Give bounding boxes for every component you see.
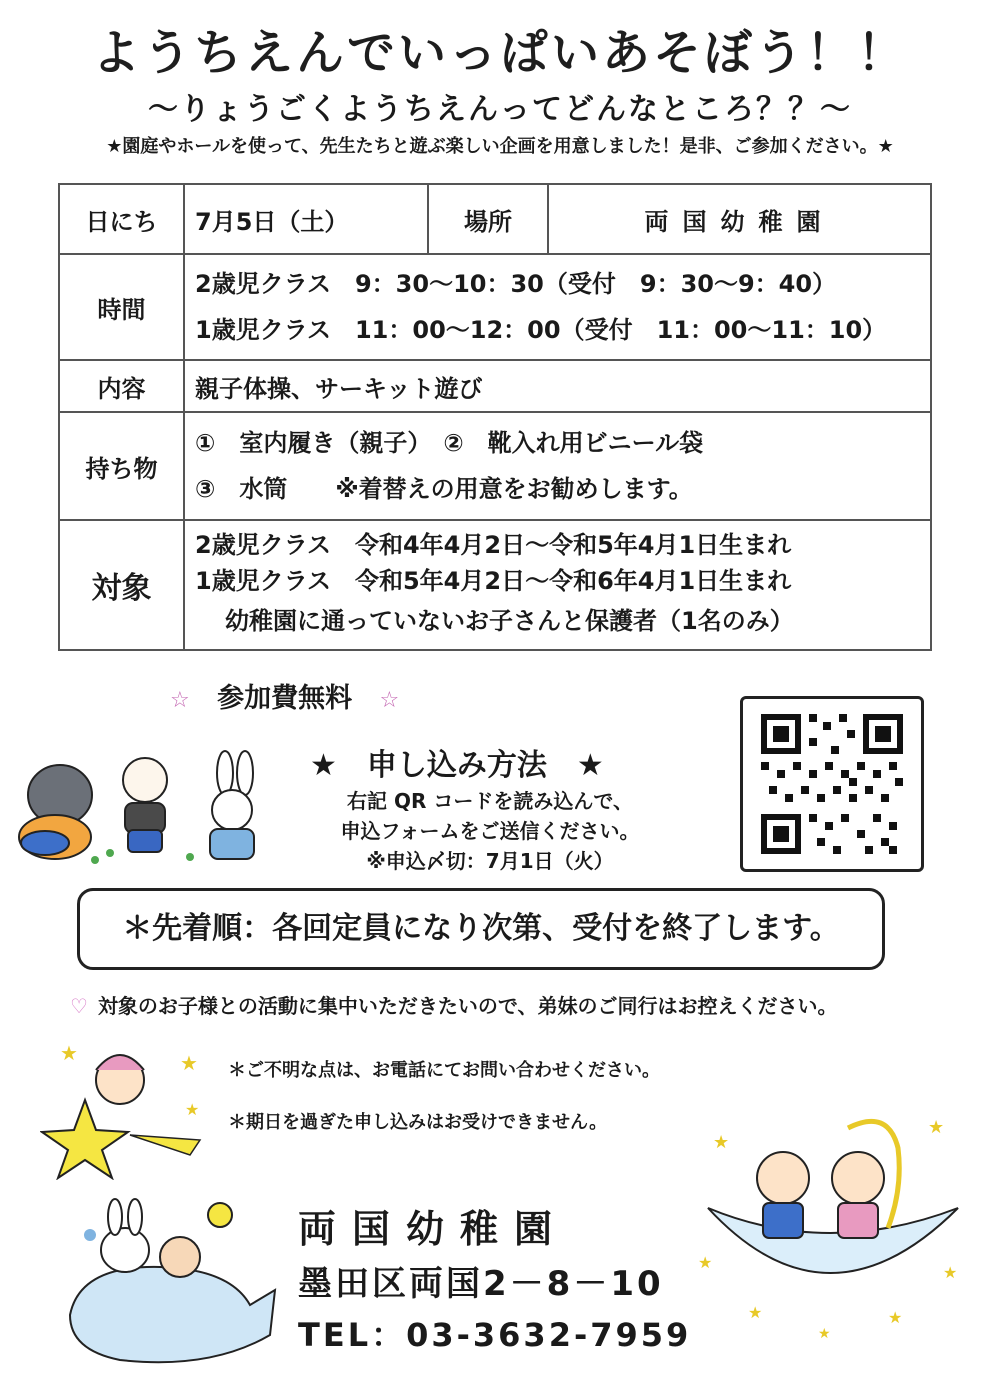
target-label: 対象 [59, 520, 184, 650]
svg-text:★: ★ [698, 1253, 713, 1272]
row-date [59, 184, 931, 254]
svg-text:★: ★ [943, 1263, 958, 1282]
school-name: 両国幼稚園 [298, 1207, 569, 1251]
svg-text:★: ★ [888, 1308, 903, 1327]
sibling-note [70, 990, 838, 1019]
apply-line-1: 右記 QR コードを読み込んで、 [347, 789, 633, 813]
whale-illustration [60, 1195, 280, 1375]
svg-text:★: ★ [818, 1326, 831, 1342]
items-line-2: ③ 水筒 ※着替えの用意をお勧めします。 [195, 475, 693, 503]
qr-code-icon [743, 699, 921, 869]
animals-illustration [10, 725, 290, 875]
apply-line-2: 申込フォームをご送信ください。 [340, 819, 640, 843]
svg-text:★: ★ [60, 1041, 78, 1065]
target-line-1yo: 1歳児クラス 令和5年4月2日～令和6年4月1日生まれ [195, 567, 792, 595]
apply-deadline: ※申込〆切：7月1日（火） [366, 849, 614, 873]
school-address: 墨田区両国2－8－10 [298, 1264, 664, 1304]
apply-title: ★ 申し込み方法 ★ [310, 748, 604, 783]
qr-code[interactable] [740, 696, 924, 872]
items-label: 持ち物 [59, 412, 184, 520]
pink-star-icon: ☆ [170, 688, 190, 713]
notice-box: ＊先着順：各回定員になり次第、受付を終了します。 [77, 888, 885, 970]
time-label: 時間 [59, 254, 184, 360]
svg-text:★: ★ [185, 1100, 200, 1119]
place-value: 両国幼稚園 [548, 184, 931, 254]
content-value: 親子体操、サーキット遊び [184, 360, 931, 412]
time-value [184, 254, 931, 360]
intro-text: ★園庭やホールを使って、先生たちと遊ぶ楽しい企画を用意しました！是非、ご参加ください。★ [106, 136, 894, 157]
info-table [58, 183, 932, 651]
pink-star-icon: ☆ [379, 688, 400, 713]
time-line-2yo: 2歳児クラス 9：30～10：30（受付 9：30～9：40） [195, 270, 837, 298]
items-line-1: ① 室内履き（親子） ② 靴入れ用ビニール袋 [195, 429, 704, 457]
svg-text:★: ★ [748, 1303, 763, 1322]
page-subtitle: ～りょうごくようちえんってどんなところ？？～ [148, 92, 852, 127]
svg-text:★: ★ [180, 1051, 198, 1075]
star-child-illustration [40, 1040, 210, 1180]
items-value [184, 412, 931, 520]
fee-text [170, 676, 399, 715]
target-line-2yo: 2歳児クラス 令和4年4月2日～令和5年4月1日生まれ [195, 531, 792, 559]
date-label: 日にち [59, 184, 184, 254]
school-tel[interactable]: TEL：03-3632-7959 [298, 1316, 692, 1354]
svg-text:★: ★ [713, 1132, 730, 1153]
apply-text [300, 786, 680, 876]
page-title: ようちえんでいっぱいあそぼう！！ [91, 25, 908, 81]
fee-label: 参加費無料 [217, 683, 353, 714]
row-content [59, 360, 931, 412]
sibling-note-text: 対象のお子様との活動に集中いただきたいので、弟妹のご同行はお控えください。 [97, 994, 838, 1018]
content-label: 内容 [59, 360, 184, 412]
target-line-note: 幼稚園に通っていないお子さんと保護者（1名のみ） [225, 607, 794, 635]
place-label: 場所 [428, 184, 548, 254]
note-inquiry: ＊ご不明な点は、お電話にてお問い合わせください。 [228, 1060, 660, 1081]
row-target [59, 520, 931, 650]
tanabata-illustration [688, 1108, 978, 1348]
time-line-1yo: 1歳児クラス 11：00～12：00（受付 11：00～11：10） [195, 316, 887, 344]
row-items [59, 412, 931, 520]
date-value: 7月5日（土） [184, 184, 428, 254]
svg-text:★: ★ [928, 1117, 945, 1138]
row-time [59, 254, 931, 360]
note-deadline: ＊期日を過ぎた申し込みはお受けできません。 [228, 1112, 608, 1133]
target-value [184, 520, 931, 650]
heart-icon: ♡ [70, 994, 88, 1018]
